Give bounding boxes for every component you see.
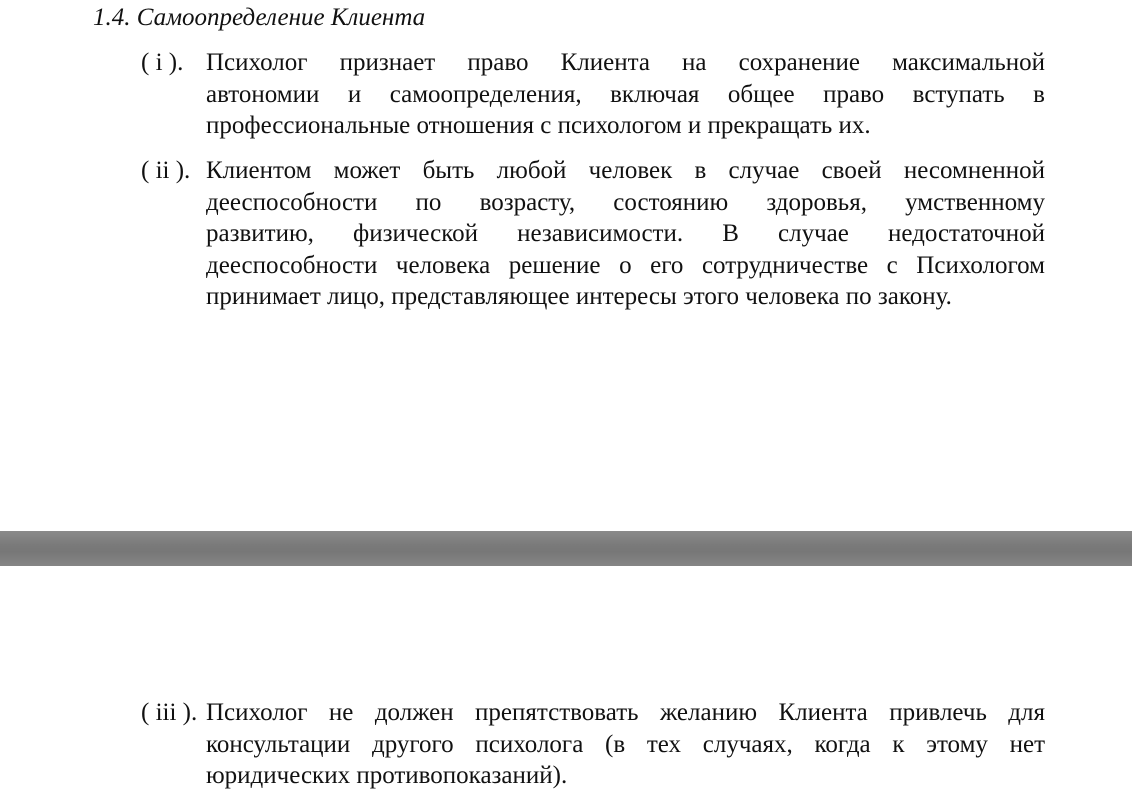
- page-break-separator: [0, 531, 1132, 566]
- clause-i: [141, 47, 1045, 142]
- text-line: профессиональные отношения с психологом и прекращать их.: [206, 112, 871, 139]
- clause-label: ( iii ).: [141, 699, 198, 726]
- text-line: Психолог признает право Клиента на сохранение максимальной: [206, 49, 1045, 76]
- clause-ii: [141, 155, 1045, 313]
- clause-iii: [141, 697, 1045, 792]
- text-line: Психолог не должен препятствовать желанию Клиента привлечь для: [206, 699, 1045, 726]
- text-line: юридических противопоказаний).: [206, 762, 568, 789]
- text-line: Клиентом может быть любой человек в случае своей несомненной: [206, 157, 1045, 184]
- text-line: развитию, физической независимости. В случае недостаточной: [206, 220, 1045, 247]
- clause-text: [206, 155, 1045, 313]
- text-line: дееспособности человека решение о его сотрудничестве с Психологом: [206, 251, 1045, 279]
- text-line: автономии и самоопределения, включая общее право вступать в: [206, 80, 1045, 108]
- section-heading: 1.4. Самоопределение Клиента: [93, 4, 426, 31]
- text-line: дееспособности по возрасту, состоянию здоровья, умственному: [206, 188, 1045, 216]
- clause-text: [206, 697, 1045, 792]
- text-line: принимает лицо, представляющее интересы этого человека по закону.: [206, 283, 952, 310]
- text-line: консультации другого психолога (в тех случаях, когда к этому нет: [206, 730, 1045, 758]
- clause-label: ( ii ).: [141, 157, 191, 184]
- document-page-bottom: [0, 566, 1132, 806]
- clause-label: ( i ).: [141, 49, 184, 76]
- clause-text: [206, 47, 1045, 142]
